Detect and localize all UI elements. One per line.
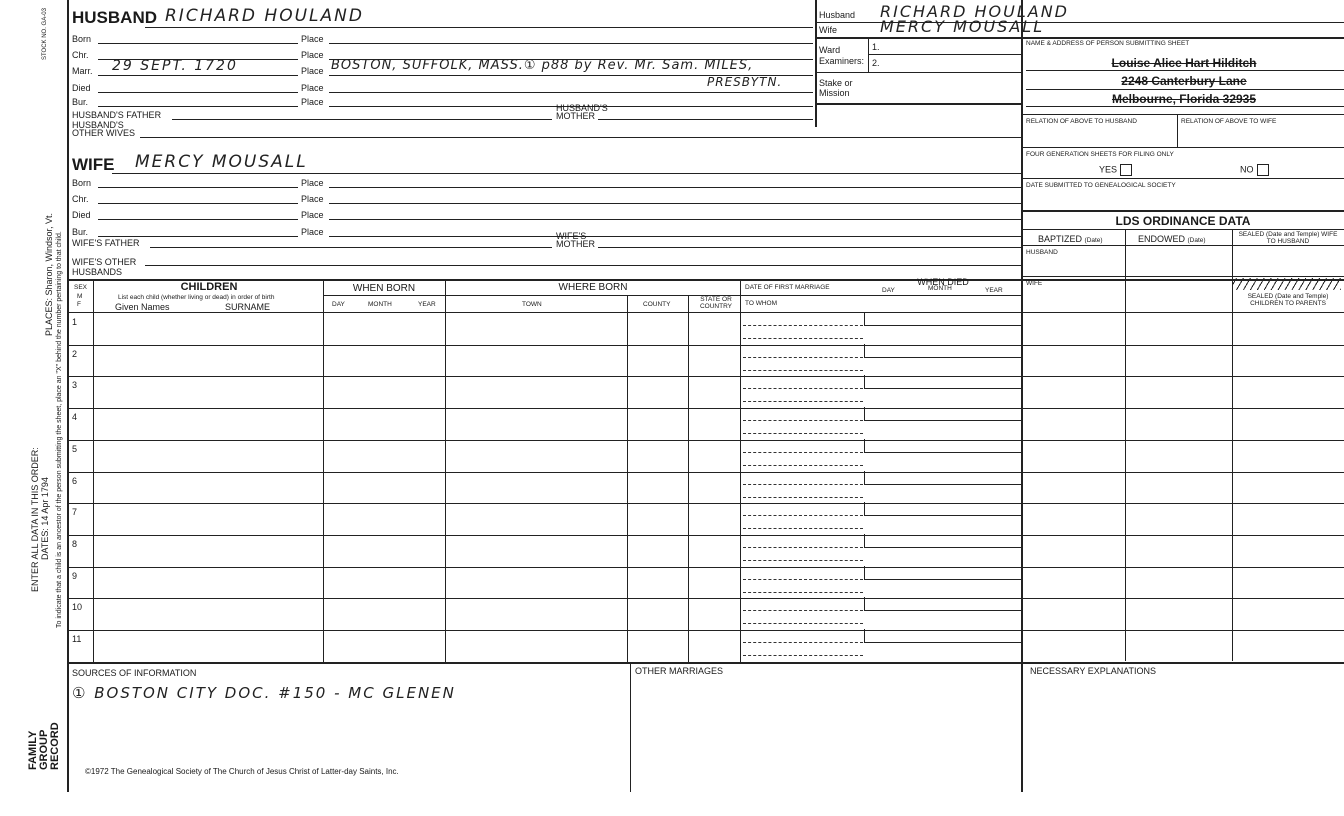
- stake-mission-label: Stake or Mission: [819, 78, 853, 98]
- died-year-header: YEAR: [985, 287, 1003, 294]
- submitter-line-1: [1026, 70, 1344, 71]
- wife-chr-label: Chr.: [72, 194, 89, 204]
- submitter-bottom: [1022, 114, 1344, 115]
- wife-chr-place-line: [329, 203, 1021, 204]
- submitter-city[interactable]: Melbourne, Florida 32935: [1111, 92, 1257, 106]
- husband-marr-place-label: Place: [301, 66, 324, 76]
- marriage-dash-line: [743, 325, 863, 326]
- husbands-mother-line: [598, 119, 813, 120]
- wife-born-place-label: Place: [301, 178, 324, 188]
- marriage-place[interactable]: BOSTON, SUFFOLK, MASS.① p88 by Rev. Mr. Sam. MILES,: [331, 58, 754, 73]
- row-number: 8: [72, 538, 78, 549]
- relation-to-wife-label: RELATION OF ABOVE TO WIFE: [1181, 118, 1277, 125]
- wife-heading: WIFE: [72, 155, 115, 174]
- table-row[interactable]: [68, 345, 1344, 377]
- lds-husband-bottom: [1022, 276, 1344, 277]
- row-number: 1: [72, 317, 78, 327]
- sealed-children-header: SEALED (Date and Temple) CHILDREN TO PARENTS: [1247, 293, 1329, 307]
- lds-husband-label: HUSBAND: [1026, 249, 1058, 256]
- marriage-dash-line: [743, 655, 863, 656]
- marriage-dash-line: [743, 528, 863, 529]
- relation-to-husband-label: RELATION OF ABOVE TO HUSBAND: [1026, 118, 1137, 125]
- copyright: ©1972 The Genealogical Society of The Church of Jesus Christ of Latter-day Saints, Inc.: [85, 767, 399, 776]
- places-instruction: PLACES: Sharon, Windsor, Vt.: [44, 212, 54, 336]
- table-row[interactable]: [68, 376, 1344, 408]
- examiners-label: Examiners:: [819, 56, 865, 66]
- marriage-dash-line: [743, 642, 863, 643]
- state-country-header: STATE OR COUNTRY: [699, 296, 733, 310]
- no-label: NO: [1240, 164, 1254, 175]
- lds-wife-label: WIFE: [1026, 280, 1043, 287]
- date-submitted-bottom: [1022, 210, 1344, 212]
- death-date-box[interactable]: [864, 375, 1022, 389]
- children-header: CHILDREN: [180, 281, 238, 293]
- relation-divider: [1177, 114, 1178, 147]
- death-date-box[interactable]: [864, 629, 1022, 643]
- marriage-dash-line: [743, 452, 863, 453]
- death-date-box[interactable]: [864, 344, 1022, 358]
- when-born-header: WHEN BORN: [352, 283, 416, 294]
- wife-born-label: Born: [72, 178, 92, 188]
- husbands-mother-label: HUSBAND'S MOTHER: [556, 103, 608, 121]
- husband-bur-line: [98, 106, 298, 107]
- marriage-dash-line: [743, 623, 863, 624]
- other-marriages-label: OTHER MARRIAGES: [635, 666, 724, 676]
- wife-chr-line: [98, 203, 298, 204]
- husband-heading: HUSBAND: [72, 8, 157, 27]
- wife-died-place-label: Place: [301, 210, 324, 220]
- death-date-box[interactable]: [864, 471, 1022, 485]
- table-row[interactable]: [68, 313, 1344, 345]
- wife-died-place-line: [329, 219, 1021, 220]
- husbands-other-wives-label: HUSBAND'S OTHER WIVES: [72, 120, 136, 138]
- endowed-label: ENDOWED: [1138, 234, 1185, 244]
- table-row[interactable]: [68, 598, 1344, 630]
- wife-bur-place-line: [329, 236, 1021, 237]
- wife-name[interactable]: MERCY MOUSALL: [135, 152, 308, 172]
- husband-died-place-line: [329, 92, 813, 93]
- marriage-dash-line: [743, 357, 863, 358]
- death-date-box[interactable]: [864, 407, 1022, 421]
- husbands-father-line: [172, 119, 552, 120]
- marriage-date[interactable]: 29 SEPT. 1720: [112, 58, 238, 74]
- sex-header: SEX: [74, 284, 88, 291]
- wife-died-label: Died: [72, 210, 91, 220]
- other-husbands-line: [145, 265, 1021, 266]
- marriage-dash-line: [743, 338, 863, 339]
- husband-born-place-label: Place: [301, 34, 324, 44]
- row-number: 2: [72, 348, 78, 359]
- table-row[interactable]: [68, 472, 1344, 504]
- lds-col-header-bottom: [1022, 245, 1344, 246]
- marriage-dash-line: [743, 465, 863, 466]
- date-submitted-label: DATE SUBMITTED TO GENEALOGICAL SOCIETY: [1026, 182, 1176, 189]
- header-husband-name[interactable]: RICHARD HOULAND: [880, 2, 1069, 21]
- submitter-address-block: [1026, 56, 1342, 107]
- enter-order-instruction: ENTER ALL DATA IN THIS ORDER:: [30, 447, 40, 592]
- marriage-dash-line: [743, 547, 863, 548]
- stake-bottom-line: [816, 103, 1021, 105]
- marriage-dash-line: [743, 515, 863, 516]
- husband-chr-place-label: Place: [301, 50, 324, 60]
- baptized-label: BAPTIZED: [1038, 234, 1083, 244]
- born-month-header: MONTH: [368, 301, 392, 308]
- given-names-header: Given Names: [115, 302, 170, 312]
- wifes-father-line: [150, 247, 552, 248]
- wife-died-line: [98, 219, 298, 220]
- submitter-line-2: [1026, 89, 1344, 90]
- yes-checkbox[interactable]: [1120, 164, 1132, 176]
- examiner-2[interactable]: 2.: [872, 58, 880, 68]
- children-instruction: List each child (whether living or dead) in order of birth: [118, 294, 275, 301]
- death-date-box[interactable]: [864, 439, 1022, 453]
- died-day-header: DAY: [882, 287, 895, 294]
- mf-header: M F: [77, 293, 83, 308]
- ward-label: Ward: [819, 45, 841, 55]
- marriage-dash-line: [743, 401, 863, 402]
- born-year-header: YEAR: [418, 301, 436, 308]
- row-number: 11: [72, 634, 82, 644]
- wife-born-place-line: [329, 187, 1021, 188]
- table-row[interactable]: [68, 567, 1344, 599]
- husband-born-label: Born: [72, 34, 92, 44]
- submitter-line-3: [1026, 106, 1344, 107]
- wife-bur-label: Bur.: [72, 227, 89, 237]
- wife-bur-line: [98, 236, 298, 237]
- husband-marr-label: Marr.: [72, 66, 93, 76]
- dates-instruction: DATES: 14 Apr 1794: [40, 477, 50, 560]
- wifes-other-husbands-label: WIFE'S OTHER HUSBANDS: [72, 257, 137, 277]
- husband-died-label: Died: [72, 83, 91, 93]
- husbands-father-label: HUSBAND'S FATHER: [72, 110, 162, 120]
- wifes-mother-line: [598, 247, 1021, 248]
- wifes-father-label: WIFE'S FATHER: [72, 238, 140, 248]
- where-born-header: WHERE BORN: [558, 282, 628, 293]
- death-date-box[interactable]: [864, 566, 1022, 580]
- husband-born-line: [98, 43, 298, 44]
- examiner-1-line: [868, 54, 1021, 55]
- sources-label: SOURCES OF INFORMATION: [72, 668, 197, 678]
- when-died-header: WHEN DIED: [917, 277, 969, 287]
- marriage-dash-line: [743, 497, 863, 498]
- marriage-rule: [741, 295, 1021, 296]
- marriage-dash-line: [743, 560, 863, 561]
- wife-name-line: [112, 173, 1021, 174]
- lds-title: LDS ORDINANCE DATA: [1115, 214, 1251, 228]
- husband-marr-line: [98, 75, 298, 76]
- husband-chr-label: Chr.: [72, 50, 89, 60]
- death-date-box[interactable]: [864, 312, 1022, 326]
- header-wife-label: Wife: [819, 25, 837, 35]
- family-group-record-title: FAMILY GROUP RECORD: [27, 722, 61, 770]
- four-gen-bottom: [1022, 178, 1344, 179]
- marriage-dash-line: [743, 388, 863, 389]
- wife-born-line: [98, 187, 298, 188]
- row-number: 9: [72, 570, 78, 581]
- header-wife-name[interactable]: MERCY MOUSALL: [880, 17, 1045, 36]
- first-marriage-header: DATE OF FIRST MARRIAGE: [745, 284, 830, 291]
- wifes-mother-label: WIFE'S MOTHER: [556, 231, 595, 249]
- table-row[interactable]: [68, 440, 1344, 472]
- marriage-dash-line: [743, 370, 863, 371]
- yes-label: YES: [1099, 164, 1118, 175]
- table-row[interactable]: [68, 408, 1344, 440]
- wife-chr-place-label: Place: [301, 194, 324, 204]
- county-header: COUNTY: [643, 301, 671, 308]
- death-date-box[interactable]: [864, 597, 1022, 611]
- submitter-street[interactable]: 2248 Canterbury Lane: [1121, 74, 1247, 88]
- examiner-1[interactable]: 1.: [872, 42, 880, 52]
- stock-number: STOCK NO. GA-03: [42, 8, 48, 60]
- marriage-dash-line: [743, 433, 863, 434]
- husband-died-place-label: Place: [301, 83, 324, 93]
- baptized-date-label: (Date): [1084, 237, 1103, 244]
- submitter-header: NAME & ADDRESS OF PERSON SUBMITTING SHEET: [1026, 40, 1190, 47]
- lds-title-bottom: [1022, 229, 1344, 230]
- header-divider: [815, 0, 817, 127]
- born-day-header: DAY: [332, 301, 345, 308]
- other-wives-line: [140, 137, 1021, 138]
- husband-died-line: [98, 92, 298, 93]
- no-checkbox[interactable]: [1257, 164, 1269, 176]
- endowed-date-label: (Date): [1187, 237, 1206, 244]
- four-gen-yes[interactable]: [1099, 164, 1132, 176]
- wife-bur-place-label: Place: [301, 227, 324, 237]
- marriage-dash-line: [743, 592, 863, 593]
- row-number: 10: [72, 602, 83, 613]
- row-number: 6: [72, 475, 78, 486]
- when-born-rule: [323, 295, 445, 296]
- other-marriages-divider: [630, 662, 631, 792]
- surname-header: SURNAME: [225, 302, 271, 312]
- four-gen-no[interactable]: [1240, 164, 1269, 176]
- marriage-dash-line: [743, 610, 863, 611]
- husband-born-place-line: [329, 43, 813, 44]
- row-number: 4: [72, 412, 78, 423]
- table-row[interactable]: [68, 503, 1344, 535]
- row-number: 7: [72, 507, 78, 518]
- children-table-bottom: [67, 662, 1344, 664]
- death-date-box[interactable]: [864, 502, 1022, 516]
- header-wife-line: [816, 37, 1344, 39]
- source-entry-1[interactable]: ① BOSTON CITY DOC. #150 - MC GLENEN: [72, 684, 456, 702]
- marriage-dash-line: [743, 484, 863, 485]
- examiner-bottom-line: [816, 72, 1021, 73]
- sealed-wife-header: SEALED (Date and Temple) WIFE TO HUSBAND: [1238, 231, 1338, 245]
- submitter-name[interactable]: Louise Alice Hart Hilditch: [1111, 56, 1257, 70]
- relation-bottom: [1022, 147, 1344, 148]
- husband-bur-place-label: Place: [301, 97, 324, 107]
- row-number: 3: [72, 380, 78, 391]
- husband-bur-label: Bur.: [72, 97, 89, 107]
- death-date-box[interactable]: [864, 534, 1022, 548]
- row-number: 5: [72, 443, 78, 454]
- marriage-dash-line: [743, 420, 863, 421]
- ancestor-instruction: To indicate that a child is an ancestor of the person submitting the sheet, place an "X" behind the number pertaining to that child.: [56, 231, 63, 628]
- to-whom-header: TO WHOM: [745, 300, 778, 307]
- died-month-header: MONTH: [928, 285, 952, 292]
- necessary-explanations-label: NECESSARY EXPLANATIONS: [1030, 666, 1157, 676]
- table-row[interactable]: [68, 535, 1344, 567]
- husband-name[interactable]: RICHARD HOULAND: [165, 6, 364, 26]
- header-husband-label: Husband: [819, 10, 856, 20]
- table-row[interactable]: [68, 630, 1344, 662]
- husband-name-line: [145, 27, 813, 28]
- marriage-place-continued[interactable]: PRESBYTN.: [707, 75, 783, 89]
- marriage-dash-line: [743, 579, 863, 580]
- town-header: TOWN: [522, 301, 542, 308]
- four-generation-label: FOUR GENERATION SHEETS FOR FILING ONLY: [1026, 151, 1174, 158]
